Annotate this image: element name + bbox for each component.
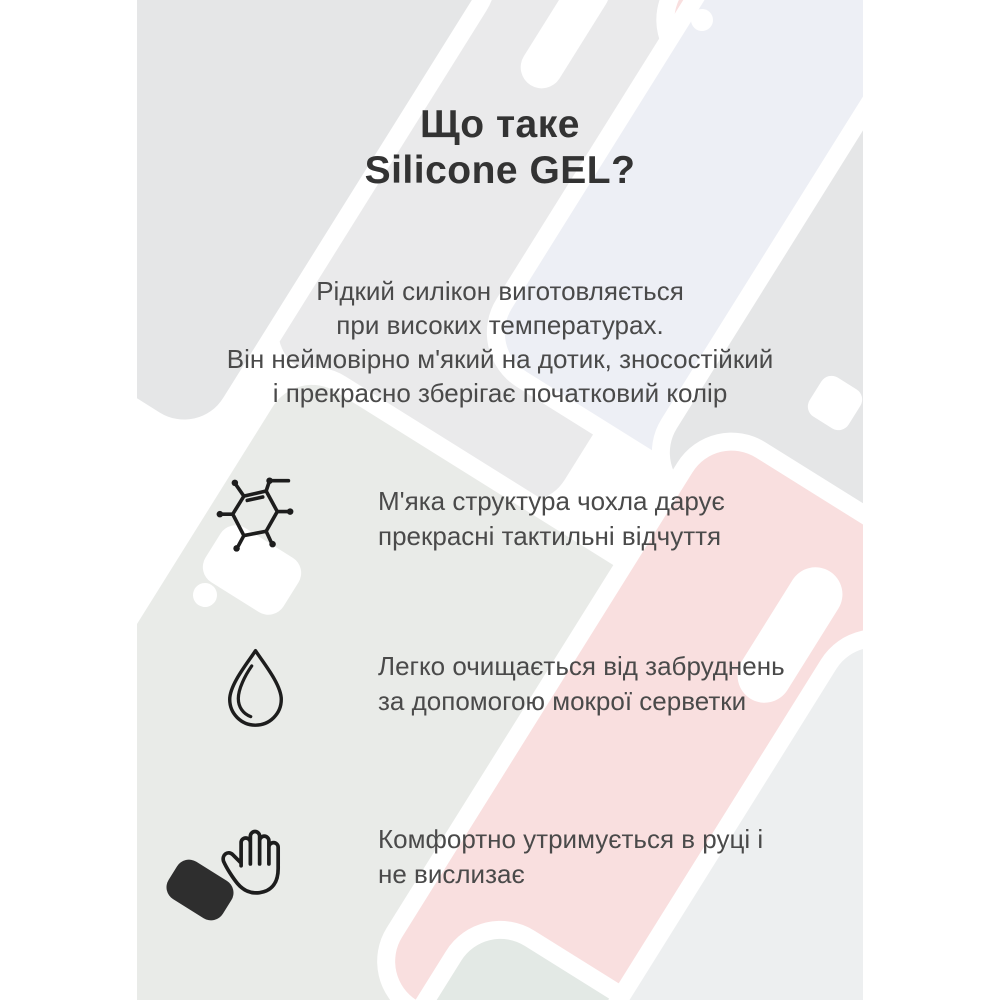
water-drop-icon — [217, 645, 294, 729]
feature-good-grip — [207, 811, 763, 901]
intro-line: і прекрасно зберігає початковий колір — [272, 378, 728, 408]
feature-icon-cell — [207, 465, 303, 557]
page-title-line1: Що таке — [420, 103, 580, 147]
feature-soft-structure — [207, 465, 725, 557]
feature-line: Легко очищається від забруднень — [378, 651, 785, 681]
feature-line: прекрасні тактильні відчуття — [378, 521, 722, 551]
feature-icon-cell — [207, 643, 303, 729]
hand-icon — [214, 813, 296, 901]
intro-line: Рідкий силікон виготовляється — [316, 276, 684, 306]
feature-line: за допомогою мокрої серветки — [378, 686, 747, 716]
feature-line: не вислизає — [378, 859, 525, 889]
molecule-icon — [207, 467, 303, 557]
feature-easy-clean — [207, 643, 785, 729]
page-title — [0, 102, 1000, 194]
intro-line: Він неймовірно м'який на дотик, зносостійкий — [226, 344, 774, 374]
intro-line: при високих температурах. — [336, 310, 664, 340]
feature-icon-cell — [207, 811, 303, 901]
page-title-line2: Silicone GEL? — [364, 149, 636, 193]
feature-line: М'яка структура чохла дарує — [378, 486, 725, 516]
feature-text — [378, 465, 725, 554]
feature-text — [378, 811, 763, 892]
feature-line: Комфортно утримується в руці і — [378, 824, 764, 854]
feature-text — [378, 643, 785, 719]
intro-text — [0, 274, 1000, 410]
